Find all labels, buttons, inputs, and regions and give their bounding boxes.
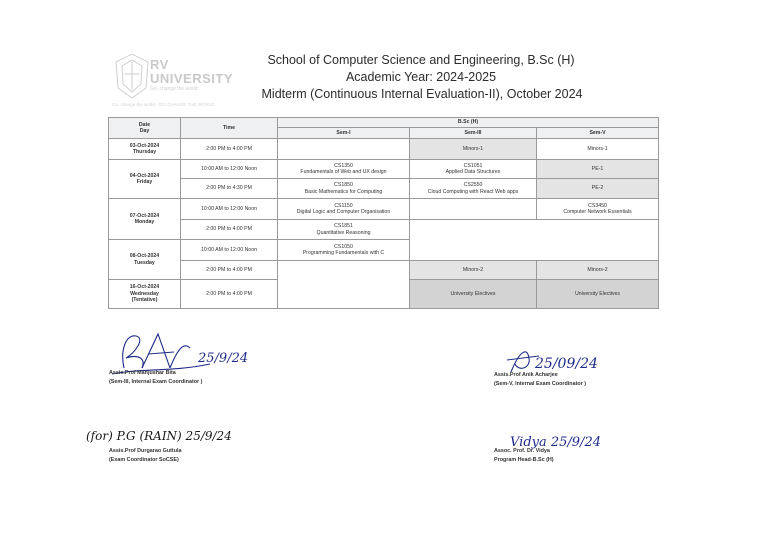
sem3-cell: [410, 199, 537, 220]
sem5-cell: University Electives: [537, 280, 659, 309]
header-sem3: Sem-III: [410, 128, 537, 139]
sem1-cell: CS1350 Fundamentals of Web and UX design: [278, 160, 410, 179]
signatory-2: Assis.Prof Anik Acharjee (Sem-V, Internal Exam Coordinator ): [494, 372, 587, 387]
header-sem5: Sem-V: [537, 128, 659, 139]
sem5-cell: CS3450 Computer Network Essentials: [537, 199, 659, 220]
sem1-cell: CS1851 Quantitative Reasoning: [278, 220, 410, 240]
date-cell: 03-Oct-2024 Thursday: [109, 139, 181, 160]
sem5-cell: Minors-1: [537, 139, 659, 160]
logo-motto: Go, change the world - GO CHANGE THE WORLD: [112, 102, 215, 107]
date-cell: 07-Oct-2024 Monday: [109, 199, 181, 240]
sem3-cell: Minors-1: [410, 139, 537, 160]
sem1-cell: [278, 261, 410, 309]
logo-wordmark: RV UNIVERSITY: [150, 57, 234, 86]
time-cell: 2:00 PM to 4:00 PM: [181, 220, 278, 240]
svg-text:(for) P.G (RAIN) 25/9/24: (for) P.G (RAIN) 25/9/24: [86, 429, 232, 443]
time-cell: 10:00 AM to 12:00 Noon: [181, 199, 278, 220]
time-cell: 2:00 PM to 4:00 PM: [181, 261, 278, 280]
sem5-cell: PE-1: [537, 160, 659, 179]
sem3-cell: CS2550 Cloud Computing with React Web apps: [410, 179, 537, 199]
header-date-day: Date Day: [109, 118, 181, 139]
sem3-cell: CS1051 Applied Data Structures: [410, 160, 537, 179]
sem3-cell: University Electives: [410, 280, 537, 309]
signature-3-icon: [84, 418, 244, 450]
date-cell: 16-Oct-2024 Wednesday (Tentative): [109, 280, 181, 309]
school-title: School of Computer Science and Engineering, B.Sc (H): [267, 53, 575, 67]
signatory-1: Assis.Prof Manjushar Bita (Sem-III, Internal Exam Coordinator ): [109, 370, 203, 385]
header-program: B.Sc (H): [278, 118, 659, 128]
table-row: [109, 160, 659, 179]
sem5-cell: PE-2: [537, 179, 659, 199]
exam-title: Midterm (Continuous Internal Evaluation-II), October 2024: [261, 87, 583, 101]
sem1-cell: CS1850 Basic Mathematics for Computing: [278, 179, 410, 199]
time-cell: 10:00 AM to 12:00 Noon: [181, 160, 278, 179]
sem1-cell: [278, 139, 410, 160]
sem1-cell: CS1050 Programming Fundamentals with C: [278, 240, 410, 261]
logo-tagline: Go, change the world: [150, 86, 198, 92]
time-cell: 10:00 AM to 12:00 Noon: [181, 240, 278, 261]
time-cell: 2:00 PM to 4:30 PM: [181, 179, 278, 199]
sem3-cell: Minors-2: [410, 261, 537, 280]
signatory-3: Assis.Prof Durgarao Guttula (Exam Coordinator SoCSE): [109, 448, 182, 463]
table-row: [109, 179, 659, 199]
date-cell: 08-Oct-2024 Tuesday: [109, 240, 181, 280]
table-row: [109, 261, 659, 280]
table-row: [109, 199, 659, 220]
date-cell: 04-Oct-2024 Friday: [109, 160, 181, 199]
empty-cell: [410, 220, 659, 261]
time-cell: 2:00 PM to 4:00 PM: [181, 280, 278, 309]
exam-timetable: [108, 117, 659, 309]
time-cell: 2:00 PM to 4:00 PM: [181, 139, 278, 160]
header-time: Time: [181, 118, 278, 139]
sem5-cell: Minors-2: [537, 261, 659, 280]
header-sem1: Sem-I: [278, 128, 410, 139]
table-row: [109, 139, 659, 160]
academic-year: Academic Year: 2024-2025: [345, 70, 497, 84]
svg-text:25/09/24: 25/09/24: [535, 356, 598, 372]
svg-text:25/9/24: 25/9/24: [198, 351, 249, 366]
table-row: [109, 220, 659, 240]
signatory-4: Assoc. Prof. Dr. Vidya Program Head-B.Sc (H): [494, 448, 554, 463]
sem1-cell: CS1150 Digital Logic and Computer Organisation: [278, 199, 410, 220]
svg-text:Vidya 25/9/24: Vidya 25/9/24: [510, 435, 601, 450]
